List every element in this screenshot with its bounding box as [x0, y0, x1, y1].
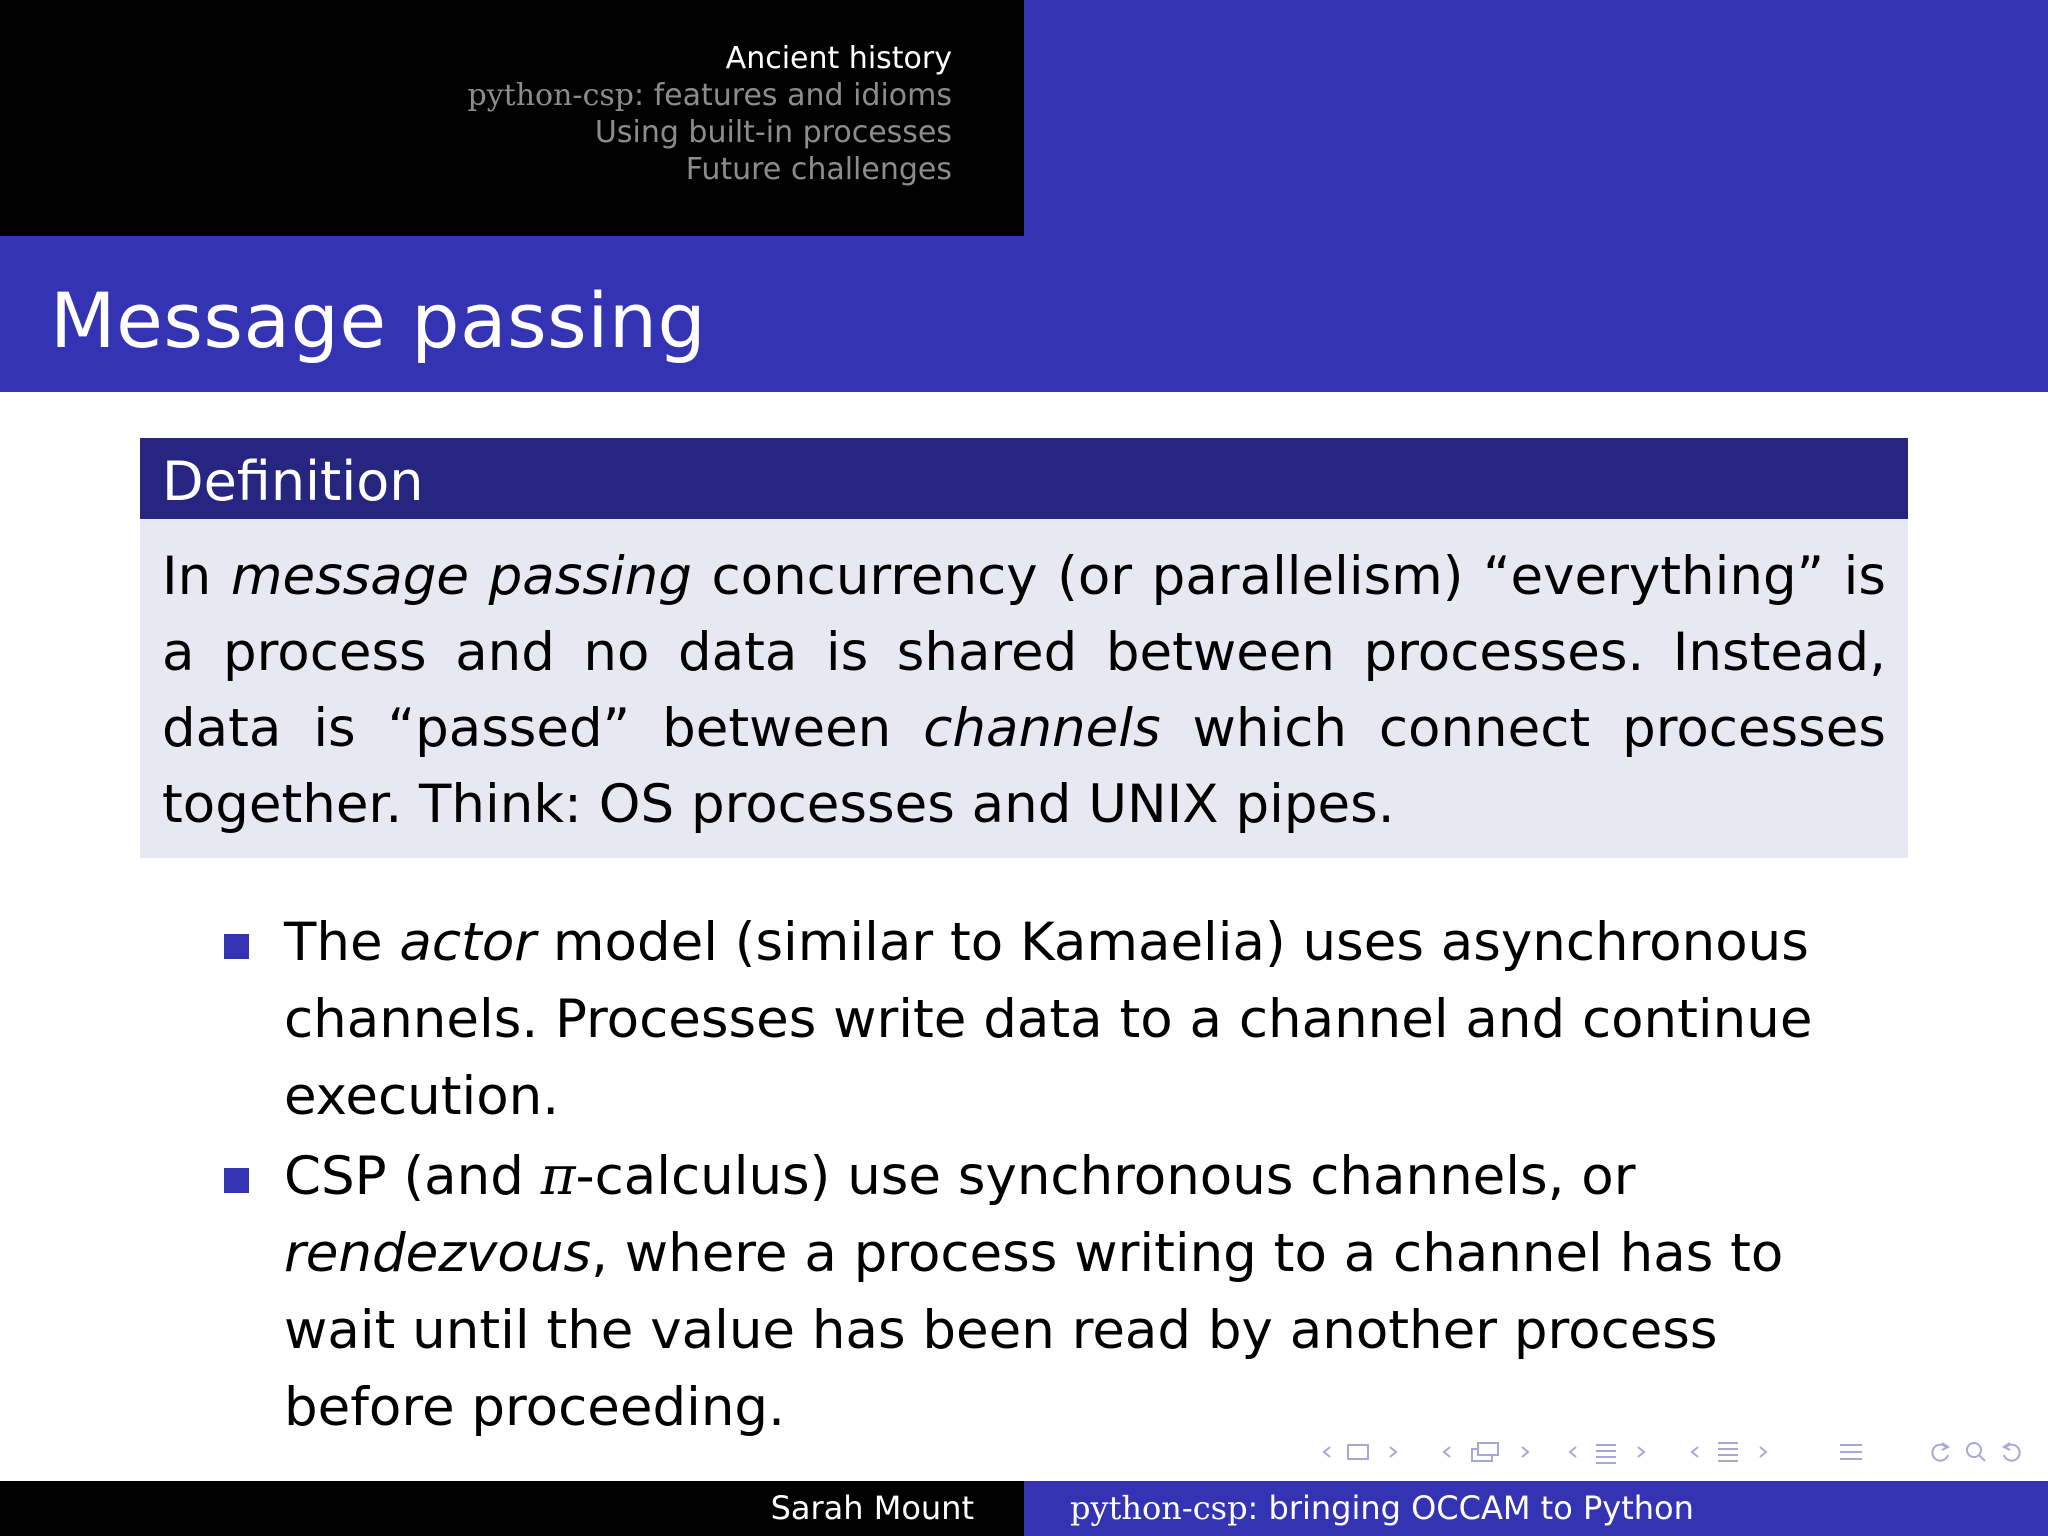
- text-run: CSP (and: [284, 1146, 541, 1207]
- text-run: which connect processes together. Think: OS processes and UNIX pipes.: [162, 698, 1886, 835]
- math-symbol: π: [540, 1146, 576, 1207]
- section-label: Using built-in processes: [594, 115, 952, 150]
- bullet-square-icon: [224, 934, 249, 959]
- bullet-square-icon: [224, 1168, 249, 1193]
- footer-right-panel: [1024, 1481, 2048, 1536]
- definition-text: [162, 539, 1886, 843]
- section-link-built-in-processes[interactable]: [468, 114, 952, 151]
- frame-nav-icon[interactable]: [1316, 1436, 1404, 1466]
- footer-title-code: python-csp: [1070, 1489, 1248, 1527]
- footer-title-rest: : bringing OCCAM to Python: [1247, 1489, 1694, 1527]
- section-label: Ancient history: [725, 41, 952, 76]
- definition-title: Definition: [162, 450, 424, 513]
- text-run: model (similar to Kamaelia) uses asynchronous channels. Processes write data to a channel and continue execution.: [284, 912, 1813, 1127]
- section-link-future-challenges[interactable]: [468, 151, 952, 188]
- text-run: -calculus) use synchronous channels, or: [575, 1146, 1636, 1207]
- emphasis-text: actor: [399, 912, 537, 973]
- footer-author: Sarah Mount: [770, 1489, 974, 1527]
- emphasis-text: rendezvous: [284, 1223, 592, 1284]
- frame-title-bar: [0, 236, 2048, 392]
- footer-presentation-title: [1070, 1489, 1694, 1527]
- text-run: In: [162, 546, 231, 607]
- emphasis-text: message passing: [230, 546, 692, 607]
- header-right-panel: [1024, 0, 2048, 236]
- list-item: [224, 904, 1864, 1135]
- search-undo-redo-icon[interactable]: [1924, 1436, 2028, 1466]
- section-code: python-csp: [467, 78, 634, 113]
- section-link-features-idioms[interactable]: [468, 77, 952, 114]
- align-nav-icon[interactable]: [1836, 1436, 1866, 1466]
- section-link-ancient-history[interactable]: [468, 40, 952, 77]
- footer-left-panel: [0, 1481, 1024, 1536]
- section-label: : features and idioms: [633, 78, 952, 113]
- text-run: , where a process writing to a channel has to wait until the value has been read by another process before proceeding.: [284, 1223, 1784, 1438]
- bullet-list: [224, 904, 1864, 1449]
- emphasis-text: channels: [923, 698, 1161, 759]
- list-item: [224, 1138, 1864, 1446]
- document-nav-icon[interactable]: [1684, 1436, 1774, 1466]
- subsection-nav-icon[interactable]: [1436, 1436, 1536, 1466]
- section-nav-icon[interactable]: [1562, 1436, 1652, 1466]
- definition-header: [140, 438, 1908, 519]
- definition-body: [140, 519, 1908, 858]
- section-navigation: [468, 40, 952, 188]
- text-run: concurrency (or parallelism) “everything” is a process and no data is shared between processes. Instead, data is “passed” between: [162, 546, 1886, 759]
- frame-title: Message passing: [50, 276, 707, 365]
- header-left-panel: [0, 0, 1024, 236]
- text-run: The: [284, 912, 400, 973]
- section-label: Future challenges: [685, 152, 952, 187]
- definition-block: [140, 438, 1908, 858]
